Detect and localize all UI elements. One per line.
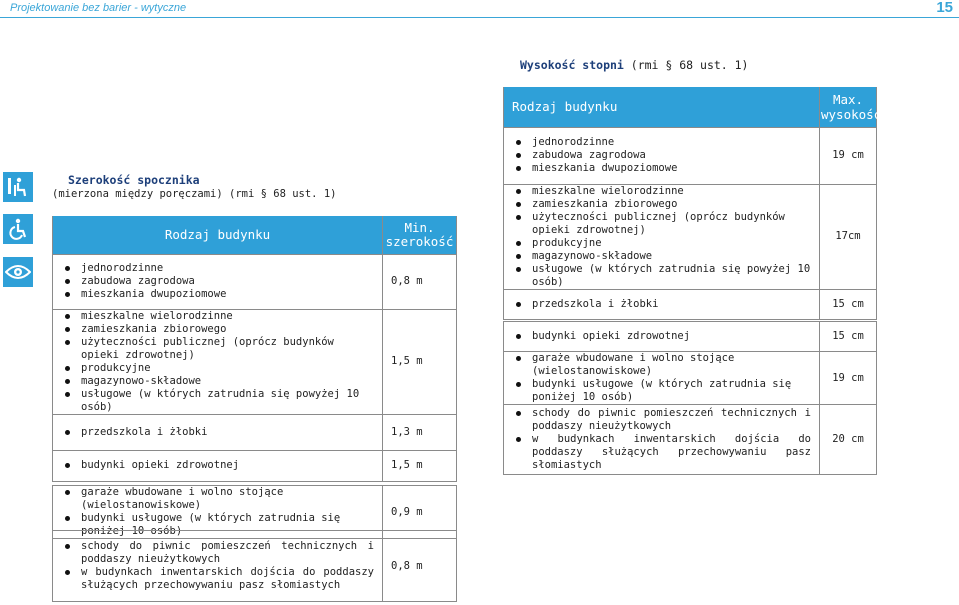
eye-icon bbox=[3, 257, 33, 287]
table-row: mieszkalne wielorodzinne zamieszkania zbiorowego użyteczności publicznej (oprócz budynków opieki zdrowotnej) produkcyjne magazynowo-składowe usługowe (w których zatrudnia się powyżej 10 osób) 17cm bbox=[504, 184, 877, 289]
landing-width-table-continued-2 bbox=[52, 530, 457, 602]
table-row: garaże wbudowane i wolno stojące (wielostanowiskowe) budynki usługowe (w których zatrudnia się poniżej 10 osób) 0,9 m bbox=[53, 486, 457, 539]
table-row: przedszkola i żłobki 1,3 m bbox=[53, 414, 457, 450]
table-row: garaże wbudowane i wolno stojące (wielostanowiskowe) budynki usługowe (w których zatrudnia się poniżej 10 osób) 19 cm bbox=[504, 352, 877, 405]
table-row: jednorodzinne zabudowa zagrodowa mieszkania dwupoziomowe 19 cm bbox=[504, 127, 877, 184]
landing-width-table bbox=[52, 216, 457, 482]
table-row: przedszkola i żłobki 15 cm bbox=[504, 289, 877, 319]
right-section-title: Wysokość stopni (rmi § 68 ust. 1) bbox=[520, 58, 749, 72]
table-row: mieszkalne wielorodzinne zamieszkania zbiorowego użyteczności publicznej (oprócz budynków opieki zdrowotnej) produkcyjne magazynowo-składowe usługowe (w których zatrudnia się powyżej 10 osób) 1,5 m bbox=[53, 309, 457, 414]
table-row: schody do piwnic pomieszczeń technicznych i poddaszy nieużytkowych w budynkach inwentarskich dojścia do poddaszy służących przechowywaniu pasz słomiastych 0,8 m bbox=[53, 531, 457, 602]
table-row: budynki opieki zdrowotnej 1,5 m bbox=[53, 450, 457, 481]
header-building-type: Rodzaj budynku bbox=[504, 87, 820, 127]
wheelchair-shower-icon bbox=[3, 172, 33, 202]
table-row: jednorodzinne zabudowa zagrodowa mieszkania dwupoziomowe 0,8 m bbox=[53, 254, 457, 309]
page-number: 15 bbox=[936, 0, 953, 16]
header-max-height: Max. wysokość bbox=[820, 87, 877, 127]
step-height-table-continued bbox=[503, 321, 877, 475]
header-min-width: Min. szerokość bbox=[383, 216, 457, 254]
table-row: schody do piwnic pomieszczeń technicznych i poddaszy nieużytkowych w budynkach inwentarskich dojścia do poddaszy służących przechowywaniu pasz słomiastych 20 cm bbox=[504, 405, 877, 475]
left-section-title: Szerokość spocznika bbox=[68, 173, 200, 187]
running-title: Projektowanie bez barier - wytyczne bbox=[10, 2, 187, 14]
left-section-subtitle: (mierzona między poręczami) (rmi § 68 ust. 1) bbox=[52, 188, 337, 200]
table-row: budynki opieki zdrowotnej 15 cm bbox=[504, 322, 877, 352]
header-rule bbox=[0, 17, 959, 18]
step-height-table bbox=[503, 87, 882, 320]
wheelchair-icon bbox=[3, 214, 33, 244]
header-building-type: Rodzaj budynku bbox=[53, 216, 383, 254]
